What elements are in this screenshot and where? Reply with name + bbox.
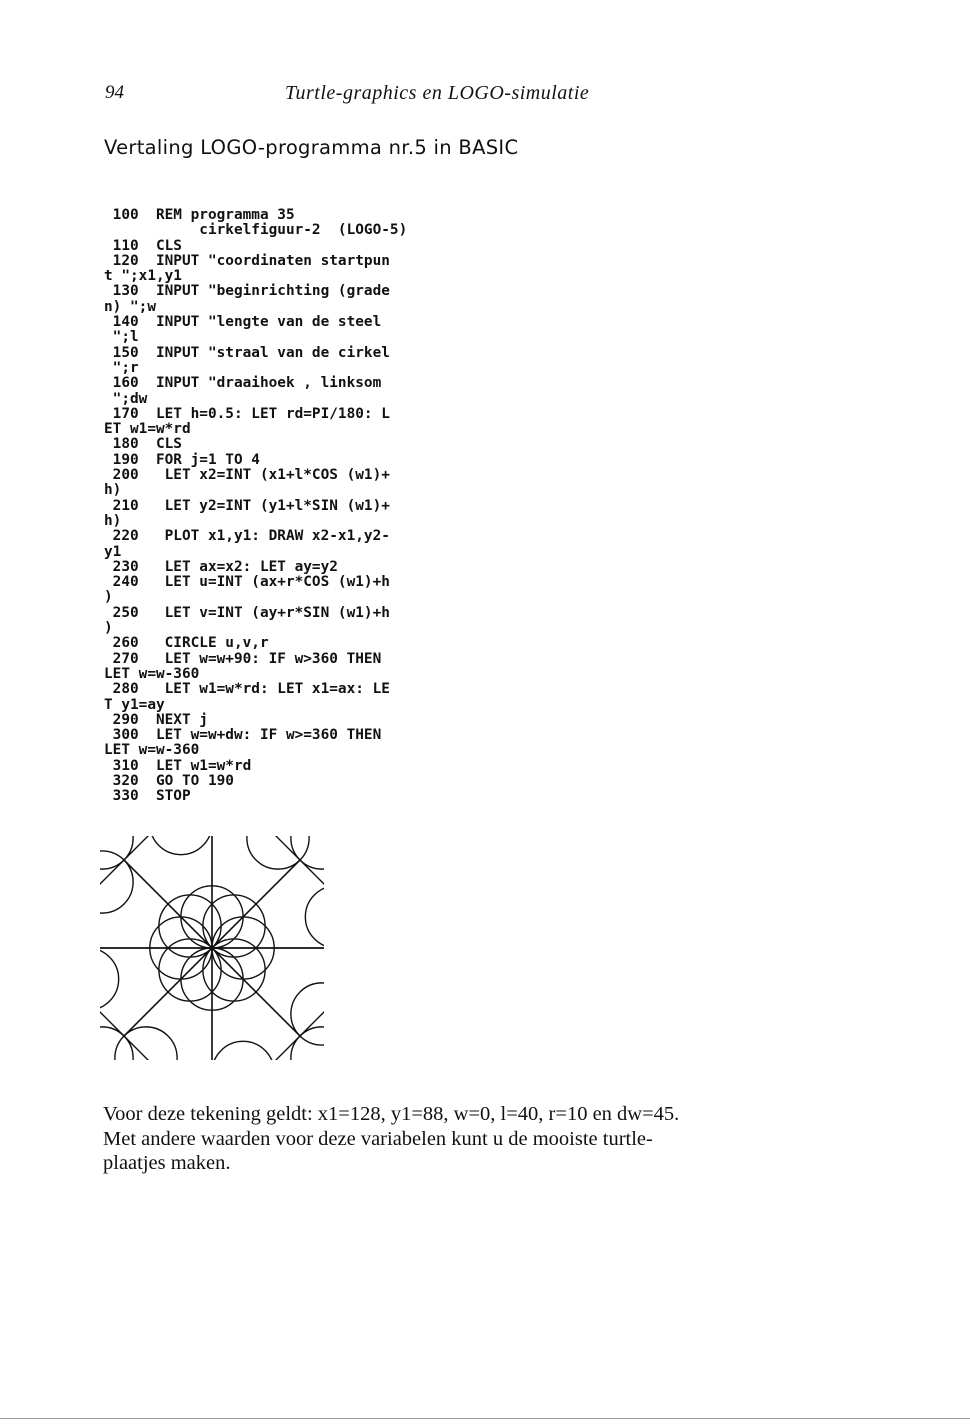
listing-line: 160 INPUT "draaihoek , linksom <box>104 375 382 392</box>
listing-line: ) <box>104 620 113 637</box>
page-bottom-rule <box>0 1418 970 1419</box>
listing-line: ) <box>104 589 113 606</box>
listing-line: ";dw <box>104 390 148 407</box>
listing-line: ";l <box>104 329 139 346</box>
figure-circle <box>150 836 212 855</box>
page-number: 94 <box>105 82 124 103</box>
listing-line: T y1=ay <box>104 696 165 713</box>
listing-line: 330 STOP <box>104 788 191 805</box>
listing-line: 210 LET y2=INT (y1+l*SIN (w1)+ <box>104 497 390 514</box>
figure-circle <box>291 983 324 1045</box>
figure-line <box>300 860 324 948</box>
listing-line: LET w=w-360 <box>104 742 200 759</box>
listing-line: 240 LET u=INT (ax+r*COS (w1)+h <box>104 574 390 591</box>
figure-line <box>212 836 300 860</box>
figure-line <box>212 1036 300 1060</box>
figure-circle <box>100 948 119 1010</box>
figure-line <box>212 860 300 948</box>
caption-line: Voor deze tekening geldt: x1=128, y1=88, w=0, l=40, r=10 en dw=45. <box>103 1103 680 1125</box>
turtle-figure <box>100 836 324 1060</box>
figure-circle <box>100 851 133 913</box>
listing-line: 120 INPUT "coordinaten startpun <box>104 252 390 269</box>
figure-line <box>124 836 212 860</box>
listing-line: 250 LET v=INT (ay+r*SIN (w1)+h <box>104 604 390 621</box>
caption-line: plaatjes maken. <box>103 1152 231 1174</box>
listing-line: 180 CLS <box>104 436 182 453</box>
listing-line: h) <box>104 482 122 499</box>
listing-line: 220 PLOT x1,y1: DRAW x2-x1,y2- <box>104 528 390 545</box>
listing-line: 140 INPUT "lengte van de steel <box>104 314 382 331</box>
running-head: Turtle-graphics en LOGO-simulatie <box>285 82 590 104</box>
listing-line: 260 CIRCLE u,v,r <box>104 635 269 652</box>
listing-line: 280 LET w1=w*rd: LET x1=ax: LE <box>104 681 390 698</box>
figure-line <box>100 948 124 1036</box>
listing-line: 100 REM programma 35 <box>104 207 295 223</box>
listing-line: 230 LET ax=x2: LET ay=y2 <box>104 558 338 575</box>
figure-circle <box>212 1041 274 1060</box>
listing-line: 200 LET x2=INT (x1+l*COS (w1)+ <box>104 467 390 484</box>
section-title: Vertaling LOGO-programma nr.5 in BASIC <box>104 136 519 159</box>
figure-line <box>124 1036 212 1060</box>
figure-line <box>300 948 324 1036</box>
listing-line: 300 LET w=w+dw: IF w>=360 THEN <box>104 727 382 744</box>
listing-line: ";r <box>104 359 139 376</box>
listing-line: t ";x1,y1 <box>104 268 182 285</box>
figure-circle <box>247 836 309 869</box>
figure-circle <box>115 1027 177 1060</box>
listing-line: 170 LET h=0.5: LET rd=PI/180: L <box>104 405 390 422</box>
listing-line: 310 LET w1=w*rd <box>104 757 252 774</box>
listing-line: h) <box>104 512 122 529</box>
figure-line <box>212 948 300 1036</box>
figure-circle <box>305 886 324 948</box>
listing-line: 270 LET w=w+90: IF w>360 THEN <box>104 650 382 667</box>
caption-line: Met andere waarden voor deze variabelen kunt u de mooiste turtle- <box>103 1127 653 1150</box>
listing-line: ET w1=w*rd <box>104 421 191 438</box>
listing-line: LET w=w-360 <box>104 665 200 682</box>
listing-line: 290 NEXT j <box>104 711 208 728</box>
listing-line: 320 GO TO 190 <box>104 772 234 789</box>
basic-listing <box>104 208 407 805</box>
listing-line: 150 INPUT "straal van de cirkel <box>104 344 390 361</box>
listing-line: 190 FOR j=1 TO 4 <box>104 451 260 468</box>
listing-line: y1 <box>104 543 122 560</box>
listing-line: n) ";w <box>104 298 156 315</box>
listing-line: cirkelfiguur-2 (LOGO-5) <box>104 222 408 239</box>
figure-line <box>100 860 124 948</box>
listing-line: 130 INPUT "beginrichting (grade <box>104 283 390 300</box>
caption <box>103 1102 863 1176</box>
listing-line: 110 CLS <box>104 237 182 254</box>
